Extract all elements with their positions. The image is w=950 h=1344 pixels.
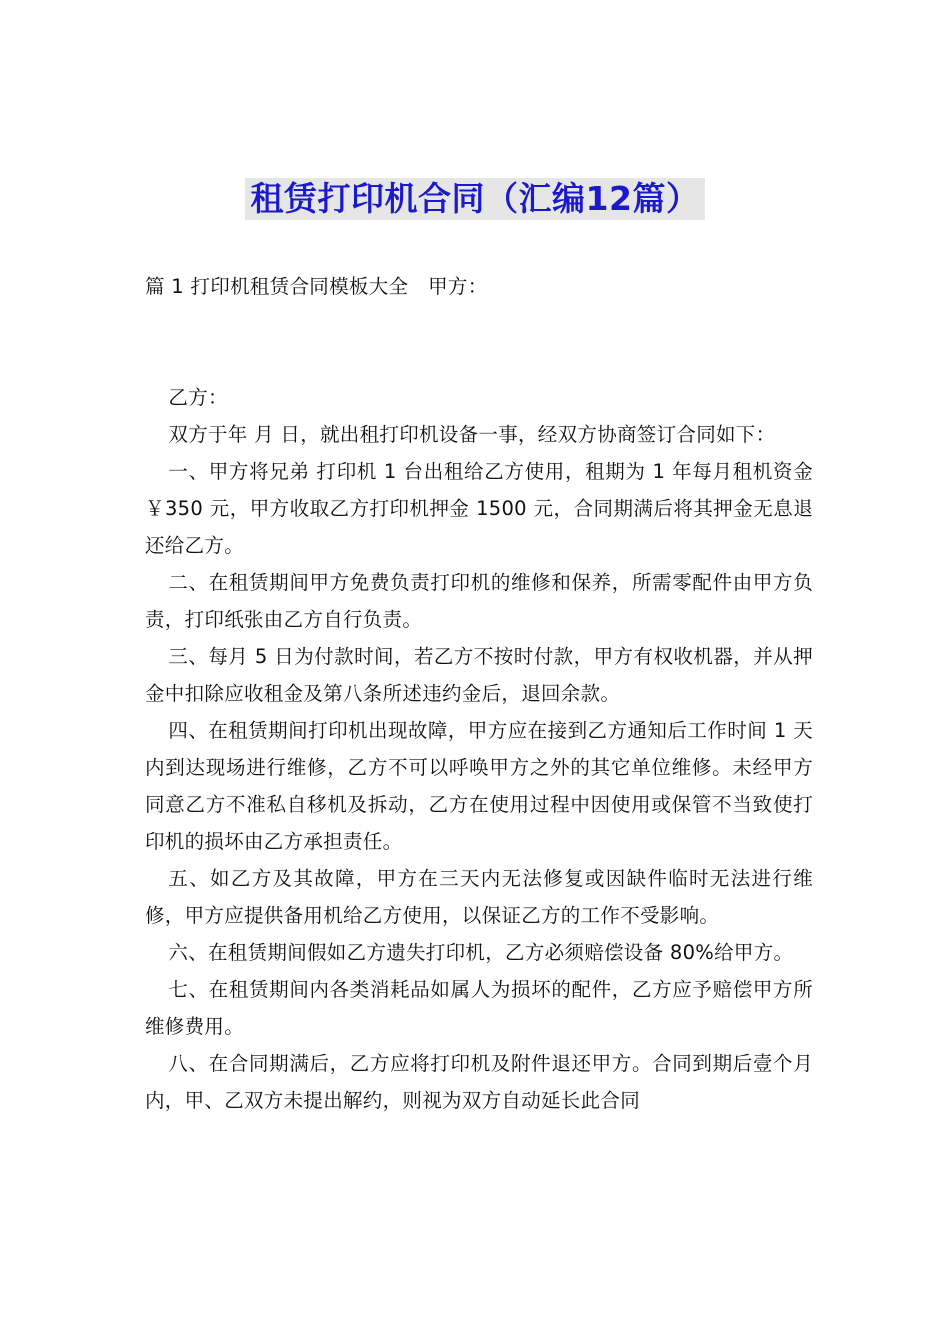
title-container — [0, 178, 950, 220]
paragraph-clause-2: 二、在租赁期间甲方免费负责打印机的维修和保养，所需零配件由甲方负责，打印纸张由乙方自行负责。 — [145, 571, 813, 631]
paragraph-clause-5: 五、如乙方及其故障，甲方在三天内无法修复或因缺件临时无法进行维修，甲方应提供备用机给乙方使用，以保证乙方的工作不受影响。 — [145, 867, 813, 927]
paragraph-clause-4: 四、在租赁期间打印机出现故障，甲方应在接到乙方通知后工作时间 1 天内到达现场进行维修，乙方不可以呼唤甲方之外的其它单位维修。未经甲方同意乙方不准私自移机及拆动，乙方在使用过程中因使用或保管不当致使打印机的损坏由乙方承担责任。 — [145, 719, 813, 853]
paragraph-clause-1: 一、甲方将兄弟 打印机 1 台出租给乙方使用，租期为 1 年每月租机资金 ￥350 元，甲方收取乙方打印机押金 1500 元，合同期满后将其押金无息退还给乙方。 — [145, 460, 813, 557]
paragraph-party-b: 乙方： — [168, 386, 228, 409]
paragraph-clause-6: 六、在租赁期间假如乙方遗失打印机，乙方必须赔偿设备 80%给甲方。 — [168, 941, 794, 964]
document-title: 租赁打印机合同（汇编12篇） — [245, 178, 706, 220]
paragraph-clause-8: 八、在合同期满后，乙方应将打印机及附件退还甲方。合同到期后壹个月内，甲、乙双方未提出解约，则视为双方自动延长此合同 — [145, 1052, 813, 1112]
paragraph-clause-7: 七、在租赁期间内各类消耗品如属人为损坏的配件，乙方应予赔偿甲方所维修费用。 — [145, 978, 813, 1038]
paragraph-clause-3: 三、每月 5 日为付款时间，若乙方不按时付款，甲方有权收机器，并从押金中扣除应收租金及第八条所述违约金后，退回余款。 — [145, 645, 813, 705]
document-body — [145, 379, 813, 1119]
paragraph-intro: 双方于年 月 日，就出租打印机设备一事，经双方协商签订合同如下： — [168, 423, 776, 446]
section-heading: 篇 1 打印机租赁合同模板大全 甲方： — [145, 275, 488, 298]
